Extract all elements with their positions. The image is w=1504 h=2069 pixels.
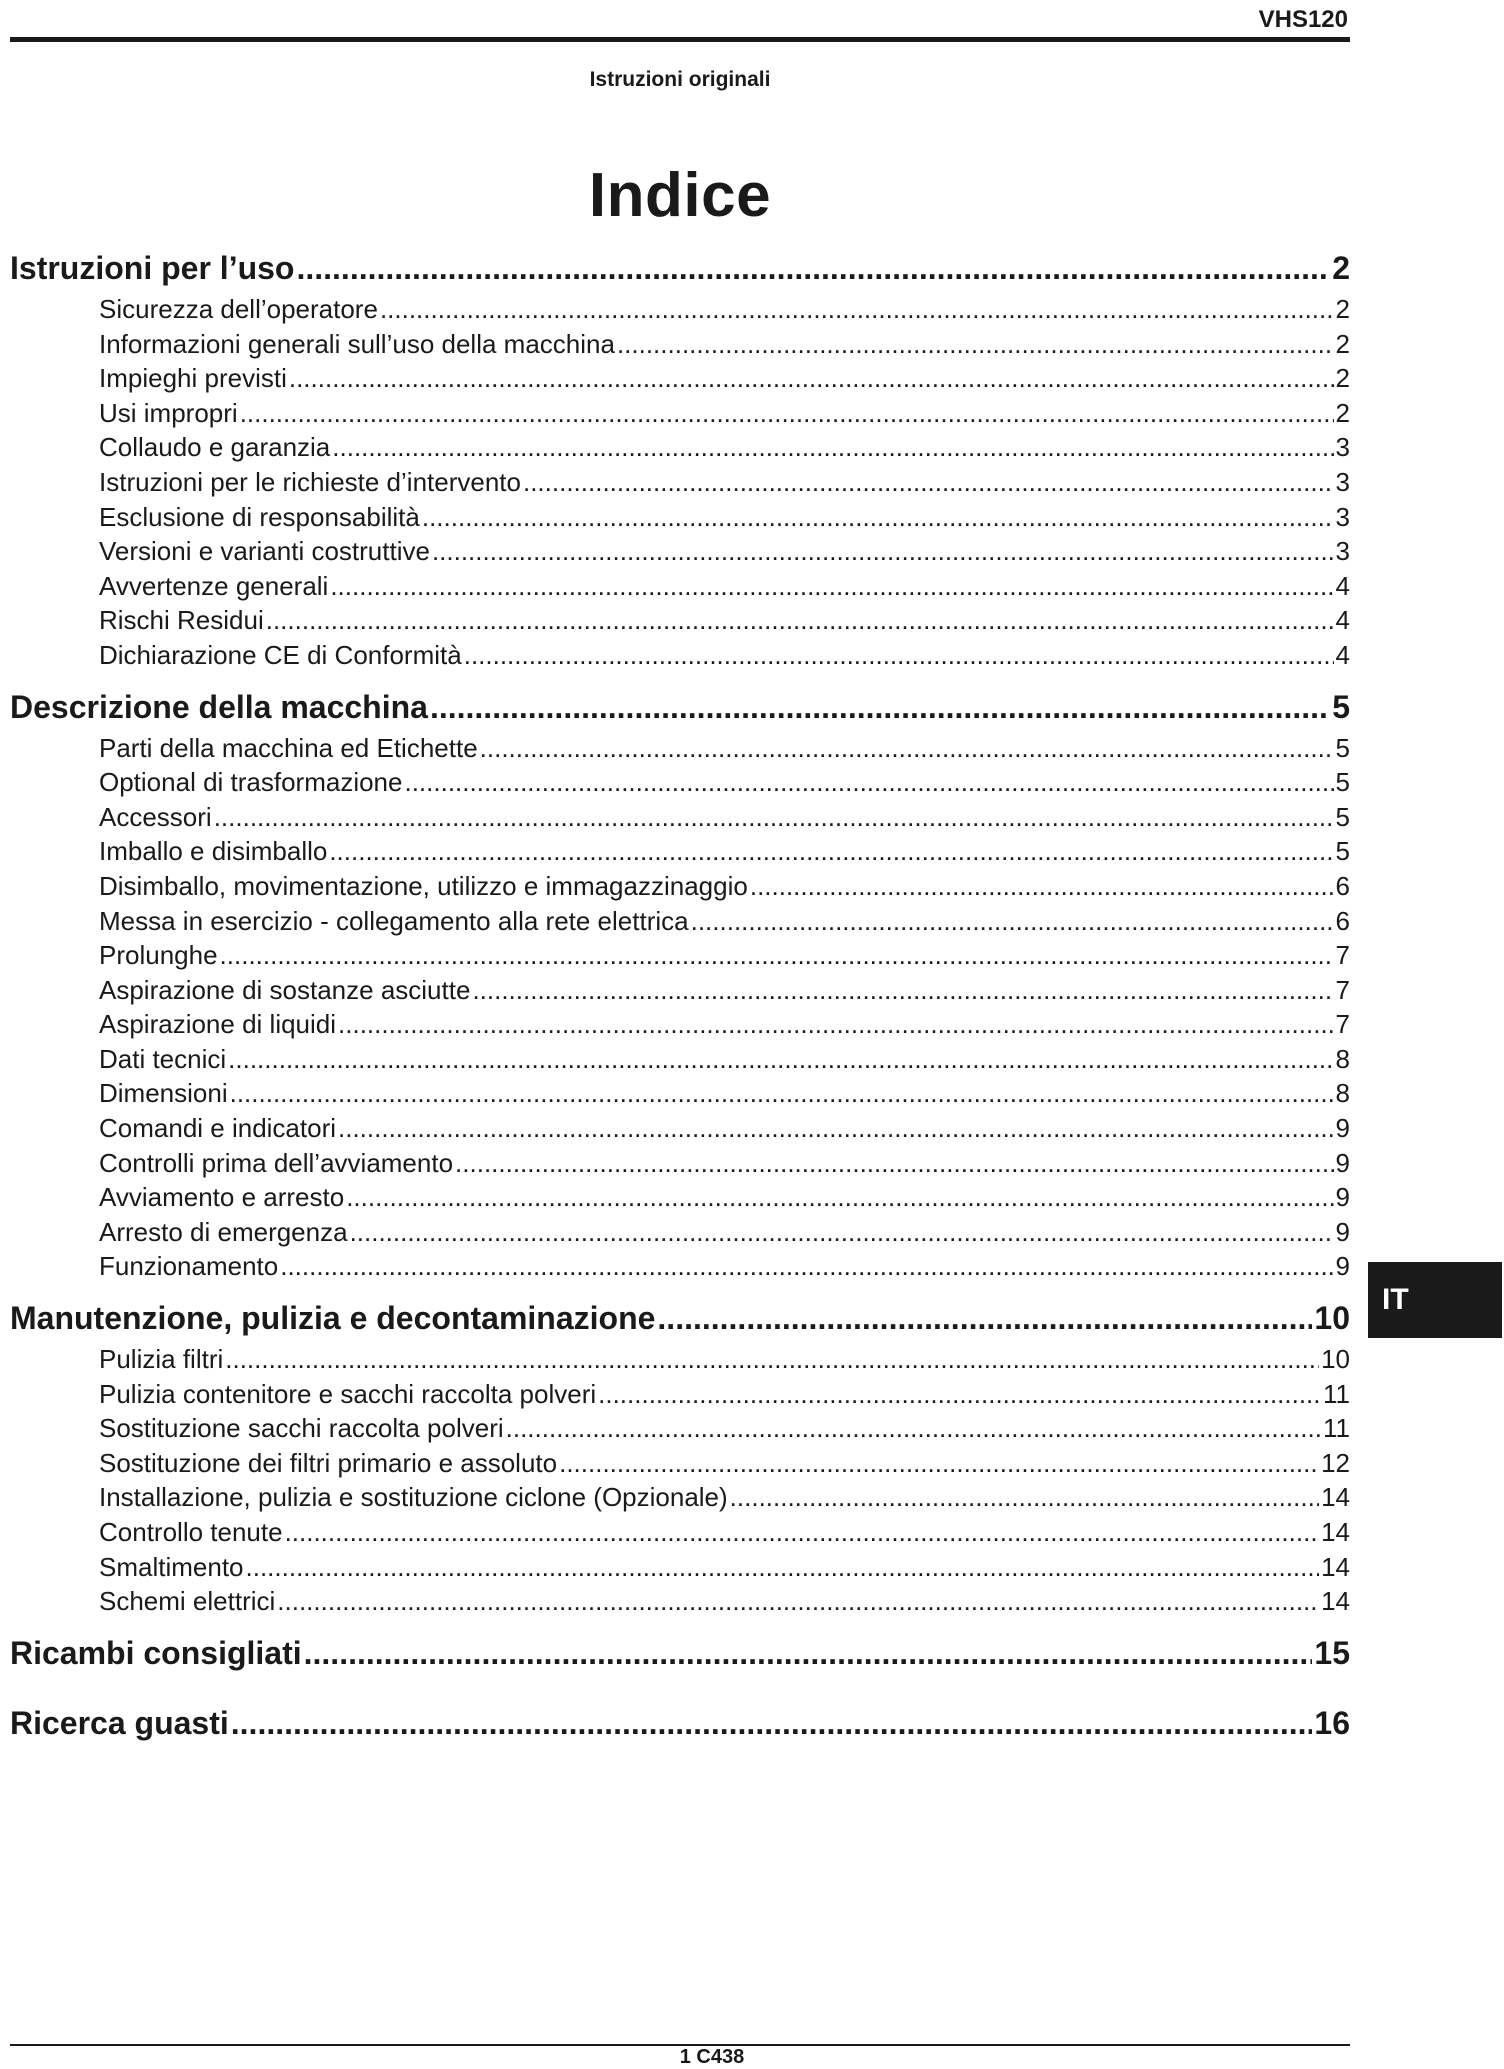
toc-item-entry[interactable] bbox=[10, 1550, 1350, 1585]
toc-item-page: 9 bbox=[1335, 1251, 1350, 1282]
toc-item-page: 9 bbox=[1335, 1113, 1350, 1144]
toc-item-entry[interactable] bbox=[10, 1446, 1350, 1481]
toc-leader-dots bbox=[480, 731, 1334, 766]
toc-item-label: Controllo tenute bbox=[99, 1517, 283, 1547]
toc-item-entry[interactable] bbox=[10, 1007, 1350, 1042]
toc-item-label: Impieghi previsti bbox=[99, 363, 287, 394]
toc-item-page: 7 bbox=[1335, 940, 1350, 971]
toc-item-label: Informazioni generali sull’uso della macchina bbox=[99, 328, 615, 359]
toc-item-label: Disimballo, movimentazione, utilizzo e immagazzinaggio bbox=[99, 870, 748, 901]
toc-item-label: Sostituzione sacchi raccolta polveri bbox=[99, 1413, 504, 1444]
toc-item-entry[interactable] bbox=[10, 1411, 1350, 1446]
toc-chapter-page: 15 bbox=[1314, 1634, 1350, 1671]
toc-item-label: Prolunghe bbox=[99, 940, 218, 971]
toc-leader-dots bbox=[285, 1515, 1320, 1550]
toc-leader-dots bbox=[691, 904, 1334, 939]
toc-chapter-page: 5 bbox=[1332, 688, 1350, 725]
toc-item-entry[interactable] bbox=[10, 603, 1350, 638]
toc-leader-dots bbox=[289, 361, 1334, 396]
toc-leader-dots bbox=[750, 869, 1334, 904]
toc-chapter-page: 16 bbox=[1314, 1704, 1350, 1741]
toc-item-page: 2 bbox=[1335, 294, 1350, 324]
page-title: Indice bbox=[588, 161, 772, 230]
toc-leader-dots bbox=[346, 1180, 1333, 1215]
toc-item-entry[interactable] bbox=[10, 731, 1350, 766]
toc-leader-dots bbox=[330, 569, 1333, 604]
toc-item-label: Collaudo e garanzia bbox=[99, 432, 331, 463]
toc-leader-dots bbox=[240, 396, 1334, 431]
toc-item-entry[interactable] bbox=[10, 396, 1350, 431]
toc-item-entry[interactable] bbox=[10, 1515, 1350, 1550]
toc-leader-dots bbox=[350, 1215, 1334, 1250]
toc-item-entry[interactable] bbox=[10, 1249, 1350, 1284]
table-of-contents bbox=[10, 244, 1350, 1769]
toc-leader-dots bbox=[231, 1699, 1313, 1747]
toc-item-label: Smaltimento bbox=[99, 1551, 244, 1582]
toc-item-page: 3 bbox=[1335, 536, 1350, 567]
toc-leader-dots bbox=[559, 1446, 1319, 1481]
toc-item-entry[interactable] bbox=[10, 765, 1350, 800]
toc-item-label: Pulizia contenitore e sacchi raccolta polveri bbox=[99, 1378, 597, 1409]
toc-item-entry[interactable] bbox=[10, 292, 1350, 327]
toc-item-entry[interactable] bbox=[10, 1076, 1350, 1111]
toc-item-page: 5 bbox=[1335, 767, 1350, 798]
toc-item-page: 3 bbox=[1335, 501, 1350, 532]
toc-item-entry[interactable] bbox=[10, 1180, 1350, 1215]
toc-item-page: 6 bbox=[1335, 905, 1350, 936]
toc-item-entry[interactable] bbox=[10, 465, 1350, 500]
toc-item-page: 9 bbox=[1335, 1182, 1350, 1213]
toc-item-label: Istruzioni per le richieste d’intervento bbox=[99, 466, 521, 497]
toc-chapter-title: Descrizione della macchina bbox=[10, 688, 428, 725]
toc-item-page: 6 bbox=[1335, 870, 1350, 901]
toc-leader-dots bbox=[332, 430, 1333, 465]
toc-item-label: Versioni e varianti costruttive bbox=[99, 536, 430, 567]
toc-item-page: 7 bbox=[1335, 974, 1350, 1005]
toc-item-page: 5 bbox=[1335, 801, 1350, 832]
toc-item-page: 12 bbox=[1321, 1447, 1350, 1478]
toc-section bbox=[10, 683, 1350, 1285]
toc-leader-dots bbox=[598, 1377, 1321, 1412]
toc-leader-dots bbox=[220, 938, 1334, 973]
toc-item-page: 5 bbox=[1335, 732, 1350, 763]
toc-item-label: Avviamento e arresto bbox=[99, 1182, 345, 1213]
toc-item-page: 14 bbox=[1321, 1517, 1350, 1547]
toc-leader-dots bbox=[329, 834, 1333, 869]
toc-leader-dots bbox=[464, 638, 1334, 673]
toc-item-page: 14 bbox=[1321, 1586, 1350, 1617]
toc-item-page: 9 bbox=[1335, 1147, 1350, 1178]
toc-item-entry[interactable] bbox=[10, 1111, 1350, 1146]
toc-item-label: Esclusione di responsabilità bbox=[99, 501, 420, 532]
toc-item-label: Accessori bbox=[99, 801, 212, 832]
toc-item-label: Arresto di emergenza bbox=[99, 1216, 348, 1247]
toc-leader-dots bbox=[472, 973, 1333, 1008]
toc-item-entry[interactable] bbox=[10, 500, 1350, 535]
toc-leader-dots bbox=[277, 1584, 1319, 1619]
toc-item-page: 4 bbox=[1335, 639, 1350, 670]
toc-leader-dots bbox=[228, 1042, 1333, 1077]
subtitle: Istruzioni originali bbox=[589, 68, 771, 91]
toc-chapter-page: 10 bbox=[1314, 1300, 1350, 1337]
toc-leader-dots bbox=[304, 1629, 1313, 1677]
toc-item-label: Optional di trasformazione bbox=[99, 767, 403, 798]
toc-leader-dots bbox=[523, 465, 1334, 500]
toc-item-label: Schemi elettrici bbox=[99, 1586, 276, 1617]
toc-leader-dots bbox=[246, 1550, 1320, 1585]
toc-chapter-title: Istruzioni per l’uso bbox=[10, 250, 295, 286]
toc-item-label: Parti della macchina ed Etichette bbox=[99, 732, 478, 763]
toc-item-list bbox=[10, 1342, 1350, 1619]
toc-item-page: 3 bbox=[1335, 432, 1350, 463]
toc-item-entry[interactable] bbox=[10, 938, 1350, 973]
toc-item-list bbox=[10, 731, 1350, 1285]
toc-item-label: Dati tecnici bbox=[99, 1043, 227, 1074]
toc-item-label: Comandi e indicatori bbox=[99, 1113, 337, 1144]
toc-section bbox=[10, 244, 1350, 673]
toc-item-label: Rischi Residui bbox=[99, 605, 264, 636]
toc-item-page: 8 bbox=[1335, 1043, 1350, 1074]
toc-leader-dots bbox=[338, 1111, 1334, 1146]
toc-item-page: 5 bbox=[1335, 836, 1350, 867]
toc-chapter-page: 2 bbox=[1332, 250, 1350, 286]
toc-leader-dots bbox=[380, 292, 1334, 327]
toc-item-label: Imballo e disimballo bbox=[99, 836, 328, 867]
toc-item-entry[interactable] bbox=[10, 638, 1350, 673]
toc-leader-dots bbox=[214, 800, 1334, 835]
toc-item-entry[interactable] bbox=[10, 1146, 1350, 1181]
toc-leader-dots bbox=[506, 1411, 1321, 1446]
toc-item-entry[interactable] bbox=[10, 1480, 1350, 1515]
toc-item-label: Aspirazione di sostanze asciutte bbox=[99, 974, 471, 1005]
toc-item-entry[interactable] bbox=[10, 1584, 1350, 1619]
toc-item-label: Dichiarazione CE di Conformità bbox=[99, 639, 462, 670]
toc-item-entry[interactable] bbox=[10, 534, 1350, 569]
toc-item-page: 2 bbox=[1335, 328, 1350, 359]
toc-leader-dots bbox=[432, 534, 1334, 569]
toc-leader-dots bbox=[404, 765, 1333, 800]
toc-leader-dots bbox=[296, 244, 1330, 292]
toc-item-entry[interactable] bbox=[10, 361, 1350, 396]
toc-item-entry[interactable] bbox=[10, 1215, 1350, 1250]
toc-leader-dots bbox=[430, 683, 1330, 731]
toc-leader-dots bbox=[657, 1294, 1312, 1342]
toc-item-page: 2 bbox=[1335, 397, 1350, 428]
toc-item-label: Avvertenze generali bbox=[99, 570, 329, 601]
toc-item-page: 14 bbox=[1321, 1482, 1350, 1513]
toc-leader-dots bbox=[338, 1007, 1334, 1042]
toc-item-page: 10 bbox=[1321, 1344, 1350, 1375]
toc-leader-dots bbox=[730, 1480, 1319, 1515]
top-rule bbox=[10, 37, 1350, 42]
toc-item-page: 14 bbox=[1321, 1551, 1350, 1582]
toc-item-entry[interactable] bbox=[10, 1042, 1350, 1077]
toc-leader-dots bbox=[280, 1249, 1333, 1284]
toc-item-entry[interactable] bbox=[10, 327, 1350, 362]
toc-item-page: 4 bbox=[1335, 570, 1350, 601]
toc-item-entry[interactable] bbox=[10, 1377, 1350, 1412]
toc-item-entry[interactable] bbox=[10, 800, 1350, 835]
toc-item-label: Dimensioni bbox=[99, 1078, 228, 1109]
toc-section bbox=[10, 1294, 1350, 1619]
toc-item-page: 9 bbox=[1335, 1216, 1350, 1247]
toc-chapter-title: Manutenzione, pulizia e decontaminazione bbox=[10, 1300, 656, 1337]
toc-leader-dots bbox=[422, 500, 1334, 535]
toc-item-page: 11 bbox=[1323, 1413, 1350, 1444]
toc-item-label: Pulizia filtri bbox=[99, 1344, 224, 1375]
model-code: VHS120 bbox=[1258, 6, 1348, 33]
toc-item-label: Installazione, pulizia e sostituzione ciclone (Opzionale) bbox=[99, 1482, 728, 1513]
toc-leader-dots bbox=[266, 603, 1334, 638]
toc-item-entry[interactable] bbox=[10, 869, 1350, 904]
toc-leader-dots bbox=[225, 1342, 1319, 1377]
toc-item-entry[interactable] bbox=[10, 1342, 1350, 1377]
toc-section bbox=[10, 1699, 1350, 1747]
toc-item-entry[interactable] bbox=[10, 904, 1350, 939]
toc-item-entry[interactable] bbox=[10, 834, 1350, 869]
toc-chapter-title: Ricerca guasti bbox=[10, 1704, 229, 1741]
toc-item-page: 11 bbox=[1323, 1378, 1350, 1409]
toc-leader-dots bbox=[455, 1146, 1333, 1181]
toc-item-label: Sicurezza dell’operatore bbox=[99, 294, 378, 324]
toc-item-label: Aspirazione di liquidi bbox=[99, 1009, 337, 1040]
toc-item-label: Funzionamento bbox=[99, 1251, 279, 1282]
toc-item-label: Controlli prima dell’avviamento bbox=[99, 1147, 454, 1178]
toc-item-entry[interactable] bbox=[10, 430, 1350, 465]
toc-chapter-entry[interactable] bbox=[10, 683, 1350, 731]
toc-section bbox=[10, 1629, 1350, 1677]
toc-chapter-title: Ricambi consigliati bbox=[10, 1634, 302, 1671]
toc-item-page: 7 bbox=[1335, 1009, 1350, 1040]
toc-item-page: 8 bbox=[1335, 1078, 1350, 1109]
toc-chapter-entry[interactable] bbox=[10, 244, 1350, 292]
toc-item-label: Sostituzione dei filtri primario e assoluto bbox=[99, 1447, 558, 1478]
toc-item-page: 3 bbox=[1335, 466, 1350, 497]
toc-item-label: Messa in esercizio - collegamento alla rete elettrica bbox=[99, 905, 689, 936]
toc-item-page: 4 bbox=[1335, 605, 1350, 636]
toc-leader-dots bbox=[230, 1076, 1334, 1111]
toc-item-list bbox=[10, 292, 1350, 673]
toc-leader-dots bbox=[617, 327, 1334, 362]
toc-chapter-entry[interactable] bbox=[10, 1629, 1350, 1677]
toc-chapter-entry[interactable] bbox=[10, 1294, 1350, 1342]
toc-item-page: 2 bbox=[1335, 363, 1350, 394]
toc-chapter-entry[interactable] bbox=[10, 1699, 1350, 1747]
toc-item-label: Usi impropri bbox=[99, 397, 238, 428]
document-code: 1 C438 bbox=[679, 2046, 745, 2068]
language-tab: IT bbox=[1368, 1262, 1502, 1338]
toc-item-entry[interactable] bbox=[10, 973, 1350, 1008]
toc-item-entry[interactable] bbox=[10, 569, 1350, 604]
